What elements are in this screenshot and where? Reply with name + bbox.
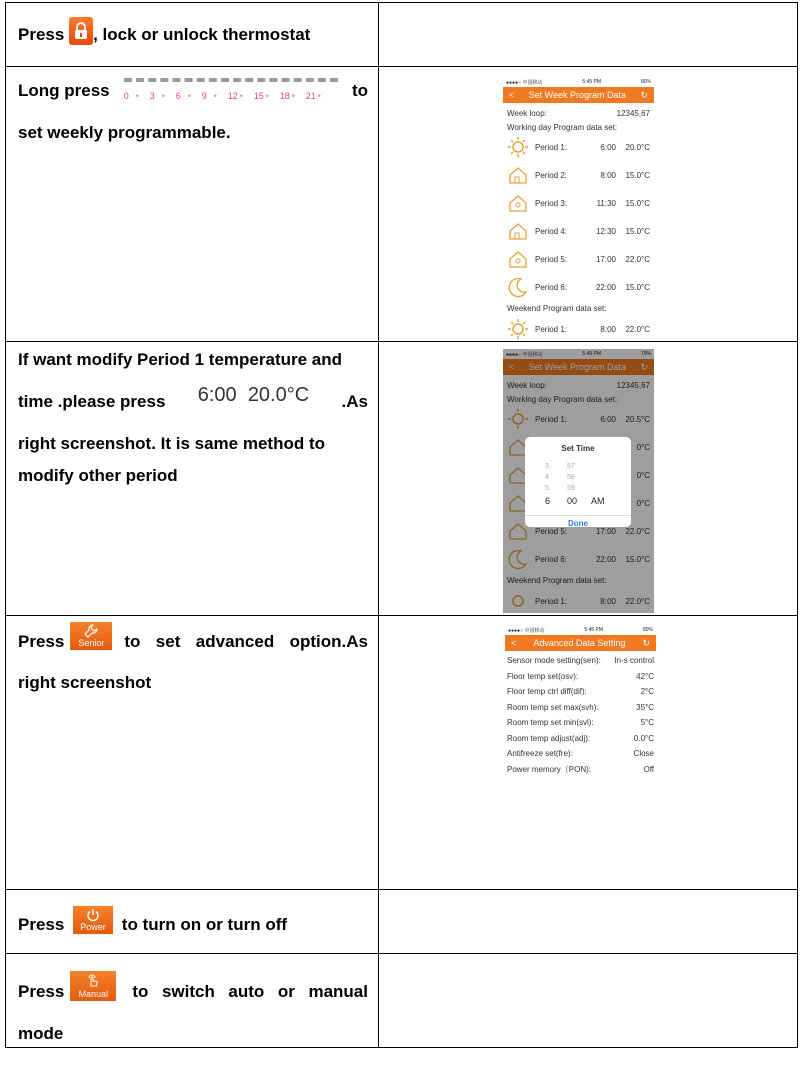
row-lock [6,3,798,67]
senior-line2: right screenshot [18,673,152,692]
house-leave-icon [507,164,529,186]
period-time: 8:00 [600,170,616,180]
period-name: Period 4: [535,226,568,236]
picker-hour: 4 [545,474,549,481]
time-tick-label: 21 [305,91,316,101]
setting-label: Room temp adjust(adj): [507,733,591,743]
time-tick-dot: • [265,91,269,101]
time-bar-ticks [124,86,338,100]
period-name: Period 6: [535,282,568,292]
period-time: 12:30 [595,226,616,236]
period-name: Period 2: [535,170,568,180]
period-row[interactable] [503,245,654,273]
time-tick-label: 3 [149,91,155,101]
manual-rest-text: to switch auto or manual [132,982,368,1001]
setting-label: Room temp set min(svl): [507,718,594,728]
row-manual [6,954,798,1048]
sample-period-value: 6:00 20.0°C [197,384,310,406]
modify-line4: modify other period [18,466,178,485]
time-tick-label: 0 [123,91,129,101]
period-temp: 15.0°C [625,198,650,208]
power-press-text: Press [18,915,65,934]
picker-minute: 59 [567,485,575,492]
setting-value: 0.0°C [633,733,654,743]
period-name: Period 5: [535,254,568,264]
setting-row[interactable] [505,684,656,700]
modify-as: .As [341,392,368,411]
advanced-setting-screen: ●●●●○ 中国移动 5:45 PM 80% < Advanced Data Setting ↻ Sensor mode setting(sen): In-s control Floor temp set(osv): 42°C Floor temp ctrl diff(dif): 2°C Room temp set max(svh): 35°C Room temp set min(svl): 5°C Room temp adjust(adj): 0.0°C Antifreeze set(fre): Close Power memory（PON): Off [505,625,656,888]
back-icon[interactable]: < [509,90,515,100]
refresh-icon[interactable]: ↻ [642,637,650,648]
time-tick-dot: • [187,91,191,101]
time-tick-label: 18 [279,91,290,101]
lock-icon [69,17,93,45]
setting-value: In-s control [614,656,654,666]
time-tick-label: 15 [253,91,264,101]
period-name: Period 3: [535,198,568,208]
setting-value: 2°C [640,687,654,697]
row-modify [6,342,798,616]
senior-rest-text: to set advanced option.As [124,632,368,651]
instruction-table [5,2,798,1048]
setting-value: Off [643,764,654,774]
setting-value: 5°C [640,718,654,728]
period-temp: 15.0°C [625,282,650,292]
row-senior [6,616,798,890]
setting-label: Room temp set max(svh): [507,702,599,712]
time-tick-label: 6 [175,91,181,101]
manual-press-text: Press [18,982,65,1001]
refresh-icon[interactable]: ↻ [640,89,648,100]
setting-label: Floor temp ctrl diff(dif): [507,687,587,697]
period-time: 17:00 [595,254,616,264]
modify-line1: If want modify Period 1 temperature and [18,350,343,369]
back-icon[interactable]: < [511,638,517,648]
picker-minute: 00 [567,496,578,506]
setting-value: 35°C [636,702,654,712]
setting-row[interactable] [505,746,656,762]
back-icon[interactable]: < [509,362,515,372]
house-leave-icon [507,220,529,242]
picker-minute: 58 [567,474,575,481]
dialog-title: Set Time [561,444,595,453]
manual-icon: Manual [70,971,116,1001]
period-temp: 15.0°C [625,170,650,180]
long-press-text: Long press [18,81,110,100]
power-rest-text: to turn on or turn off [121,915,288,934]
senior-press-text: Press [18,632,65,651]
house-return-icon [507,248,529,270]
power-icon: Power [73,906,113,934]
time-tick-dot: • [135,91,139,101]
picker-hour: 5 [545,485,549,492]
lock-rest-text: , lock or unlock thermostat [93,25,311,44]
period-temp: 20.0°C [625,142,650,152]
setting-value: Close [633,749,654,759]
time-tick-label: 9 [201,91,207,101]
modify-line3: right screenshot. It is same method to [18,434,326,453]
period-temp: 15.0°C [625,226,650,236]
setting-label: Power memory（PON): [507,764,592,774]
setting-row[interactable] [505,731,656,747]
setting-row[interactable] [505,669,656,685]
picker-hour: 3 [545,463,549,470]
period-time: 22:00 [595,282,616,292]
time-tick-dot: • [161,91,165,101]
moon-icon [507,276,529,298]
period-row[interactable] [503,133,654,161]
period-row[interactable] [503,217,654,245]
setting-row[interactable] [505,762,656,778]
week-program-screen: ●●●●○ 中国移动 5:45 PM 80% < Set Week Program Data ↻ Week loop: 12345,67 Working day Program data set: Period 1: 6:00 20.0°C Period 2: 8:00 15.0°C Period 3: 11:30 15.0°C Period 4: 12:30 15.0°C Period 5: 17:00 22.0°C Period 6: 22:00 15.0°C Weekend Program data set: Period 1: 8:00 22.0°C [503,77,654,341]
row-weekly [6,67,798,342]
setting-row[interactable] [505,653,656,669]
sun-icon [507,318,529,340]
done-button[interactable]: Done [525,515,631,528]
to-text: to [351,81,368,100]
picker-hour: 6 [545,496,551,506]
senior-icon: Senior [70,622,112,650]
setting-row[interactable] [505,715,656,731]
setting-label: Antifreeze set(fre): [507,749,573,759]
period-name: Period 1: [535,142,568,152]
period-row[interactable] [503,189,654,217]
time-tick-dot: • [291,91,295,101]
screen-title: Set Week Program Data [528,90,627,100]
time-tick-dot: • [317,91,321,101]
time-picker[interactable] [525,463,631,513]
picker-minute: 57 [567,463,575,470]
refresh-icon[interactable]: ↻ [640,361,648,372]
setting-label: Floor temp set(osv): [507,671,579,681]
set-time-screen: ●●●●○ 中国移动 5:45 PM 79% < Set Week Program Data ↻ Week loop: 12345,67 Working day Program data set: Period 1: 6:00 20.5°C 0°C 0°C 0°C Period 5: 17:00 22.0°C Period 6: 22:00 15.0°C Weekend Program data set: Period 1: 8:00 22.0°C Set Time 3 57 4 58 5 59 6 00 AM Done [503,349,654,613]
setting-value: 42°C [636,671,654,681]
time-tick-dot: • [239,91,243,101]
row-power [6,890,798,954]
setting-label: Sensor mode setting(sen): [507,656,601,666]
weekly-line2: set weekly programmable. [18,123,231,142]
picker-ampm: AM [591,496,605,506]
period-time: 6:00 [600,142,616,152]
sun-icon [507,136,529,158]
time-tick-dot: • [213,91,217,101]
period-row[interactable] [503,273,654,301]
time-tick-label: 12 [227,91,238,101]
time-bar-icon [124,74,338,102]
modify-time-prefix: time .please press [18,392,166,411]
manual-line2: mode [18,1024,64,1043]
house-return-icon [507,192,529,214]
weekend-period-row[interactable]: Period 1: 8:00 22.0°C [503,315,654,341]
set-time-dialog [525,437,631,527]
period-temp: 22.0°C [625,254,650,264]
period-row[interactable] [503,161,654,189]
lock-press-text: Press [18,25,65,44]
setting-row[interactable] [505,700,656,716]
period-time: 11:30 [596,198,616,208]
